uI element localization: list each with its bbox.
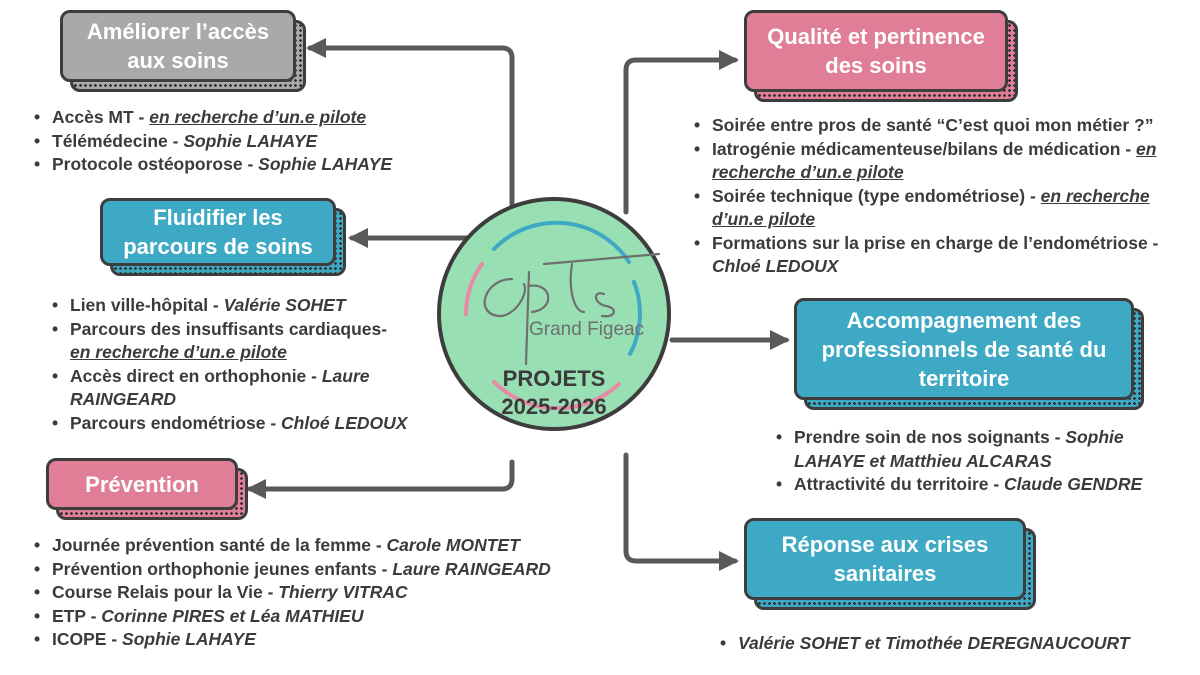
list-item: • ETP - Corinne PIRES et Léa MATHIEU: [34, 605, 634, 629]
item-list-parcours: [52, 294, 420, 435]
arrow-to-prevention: [250, 462, 512, 489]
center-hub: [434, 194, 674, 434]
list-item: • Prendre soin de nos soignants - Sophie LAHAYE et Matthieu ALCARAS: [776, 426, 1176, 473]
list-item: • Protocole ostéoporose - Sophie LAHAYE: [34, 153, 454, 177]
arrow-to-crises: [626, 455, 735, 561]
theme-box-crises: [744, 518, 1026, 600]
list-item: • Parcours endométriose - Chloé LEDOUX: [52, 412, 420, 436]
list-item: • Formations sur la prise en charge de l’endométriose - Chloé LEDOUX: [694, 232, 1194, 279]
center-title-line1: PROJETS: [502, 366, 606, 391]
theme-box-qualite: [744, 10, 1008, 92]
list-item: • Soirée technique (type endométriose) - en recherche d’un.e pilote: [694, 185, 1194, 232]
list-item: • Iatrogénie médicamenteuse/bilans de médication - en recherche d’un.e pilote: [694, 138, 1194, 185]
theme-title-prevention: Prévention: [46, 458, 238, 510]
list-item: • Journée prévention santé de la femme - Carole MONTET: [34, 534, 634, 558]
theme-box-prevention: [46, 458, 238, 510]
list-item: • Valérie SOHET et Timothée DEREGNAUCOURT: [720, 632, 1190, 656]
list-item: • Attractivité du territoire - Claude GENDRE: [776, 473, 1176, 497]
theme-title-crises: Réponse aux crises sanitaires: [744, 518, 1026, 600]
theme-box-accompagnement: [794, 298, 1134, 400]
list-item: • Télémédecine - Sophie LAHAYE: [34, 130, 454, 154]
list-item: • Prévention orthophonie jeunes enfants - Laure RAINGEARD: [34, 558, 634, 582]
item-list-qualite: [694, 114, 1194, 279]
list-item: • Parcours des insuffisants cardiaques- en recherche d’un.e pilote: [52, 318, 420, 365]
theme-title-parcours: Fluidifier les parcours de soins: [100, 198, 336, 266]
list-item: • Lien ville-hôpital - Valérie SOHET: [52, 294, 420, 318]
list-item: • Course Relais pour la Vie - Thierry VITRAC: [34, 581, 634, 605]
theme-box-acces: [60, 10, 296, 82]
item-list-prevention: [34, 534, 634, 652]
list-item: • Accès MT - en recherche d’un.e pilote: [34, 106, 454, 130]
list-item: • Accès direct en orthophonie - Laure RAINGEARD: [52, 365, 420, 412]
item-list-crises: [720, 632, 1190, 656]
theme-box-parcours: [100, 198, 336, 266]
center-title-line2: 2025-2026: [501, 394, 607, 419]
list-item: • ICOPE - Sophie LAHAYE: [34, 628, 634, 652]
logo-subtitle: Grand Figeac: [529, 319, 645, 340]
item-list-accompagnement: [776, 426, 1176, 497]
item-list-acces: [34, 106, 454, 177]
list-item: • Soirée entre pros de santé “C’est quoi mon métier ?”: [694, 114, 1194, 138]
theme-title-qualite: Qualité et pertinence des soins: [744, 10, 1008, 92]
theme-title-accompagnement: Accompagnement des professionnels de santé du territoire: [794, 298, 1134, 400]
theme-title-acces: Améliorer l’accès aux soins: [60, 10, 296, 82]
